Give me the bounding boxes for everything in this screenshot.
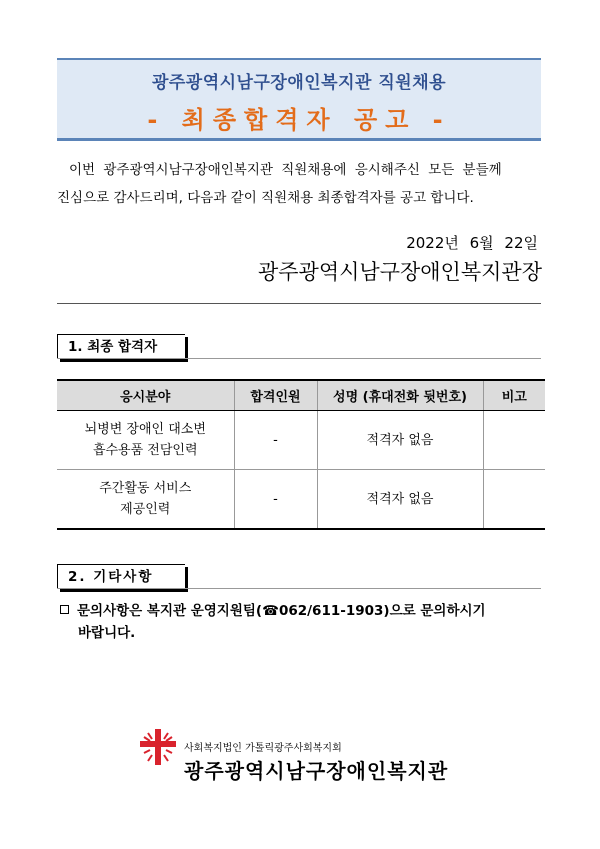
note-line-2: 바랍니다. — [78, 625, 136, 641]
divider — [57, 303, 541, 304]
announcement-date: 2022년 6월 22일 — [406, 234, 538, 252]
checkbox-bullet-icon — [60, 605, 69, 614]
cell-count: - — [234, 411, 317, 470]
cell-field-line-1: 뇌병변 장애인 대소변 — [84, 422, 206, 437]
header-note: 비고 — [483, 380, 545, 411]
header-name: 성명 (휴대전화 뒷번호) — [317, 380, 483, 411]
table-header-row — [57, 380, 545, 411]
intro-line-1: 이번 광주광역시남구장애인복지관 직원채용에 응시해주신 모든 분들께 — [69, 162, 502, 178]
note-text-pre: 문의사항은 복지관 운영지원팀( — [77, 603, 263, 619]
section-divider — [57, 588, 541, 589]
cell-field — [57, 411, 234, 470]
cell-field — [57, 470, 234, 530]
cell-name: 적격자 없음 — [317, 411, 483, 470]
intro-paragraph — [57, 156, 547, 212]
table-row — [57, 470, 545, 530]
header-suffix: 직원채용 — [378, 73, 447, 93]
header-banner — [57, 58, 541, 141]
note-line-1 — [60, 600, 550, 622]
foundation-name: 사회복지법인 가톨릭광주사회복지회 — [184, 743, 342, 754]
section-divider — [57, 358, 541, 359]
cell-field-line-2: 흡수용품 전담인력 — [92, 443, 198, 458]
footer-org-name: 광주광역시남구장애인복지관 — [184, 759, 449, 783]
inquiry-note — [60, 600, 550, 644]
header-count: 합격인원 — [234, 380, 317, 411]
header-subtitle: - 최종합격자 공고 - — [147, 106, 451, 134]
signer: 광주광역시남구장애인복지관장 — [257, 260, 542, 284]
section-title-other: 2. 기타사항 — [57, 564, 185, 589]
intro-line-2: 진심으로 감사드리며, 다음과 같이 직원채용 최종합격자를 공고 합니다. — [57, 190, 474, 206]
cell-note — [483, 411, 545, 470]
header-field: 응시분야 — [57, 380, 234, 411]
header-title — [57, 68, 541, 93]
cell-count: - — [234, 470, 317, 530]
result-table — [57, 379, 545, 530]
section-title-final-passers: 1. 최종 합격자 — [57, 334, 185, 359]
table-row — [57, 411, 545, 470]
cell-field-line-2: 제공인력 — [120, 502, 171, 517]
cell-name: 적격자 없음 — [317, 470, 483, 530]
cell-field-line-1: 주간활동 서비스 — [99, 481, 192, 496]
phone-icon: ☎ — [262, 603, 279, 619]
cross-logo-icon — [138, 727, 178, 767]
header-org: 광주광역시남구장애인복지관 — [151, 73, 372, 93]
cell-note — [483, 470, 545, 530]
note-phone: 062/611-1903)으로 문의하시기 — [278, 603, 486, 619]
